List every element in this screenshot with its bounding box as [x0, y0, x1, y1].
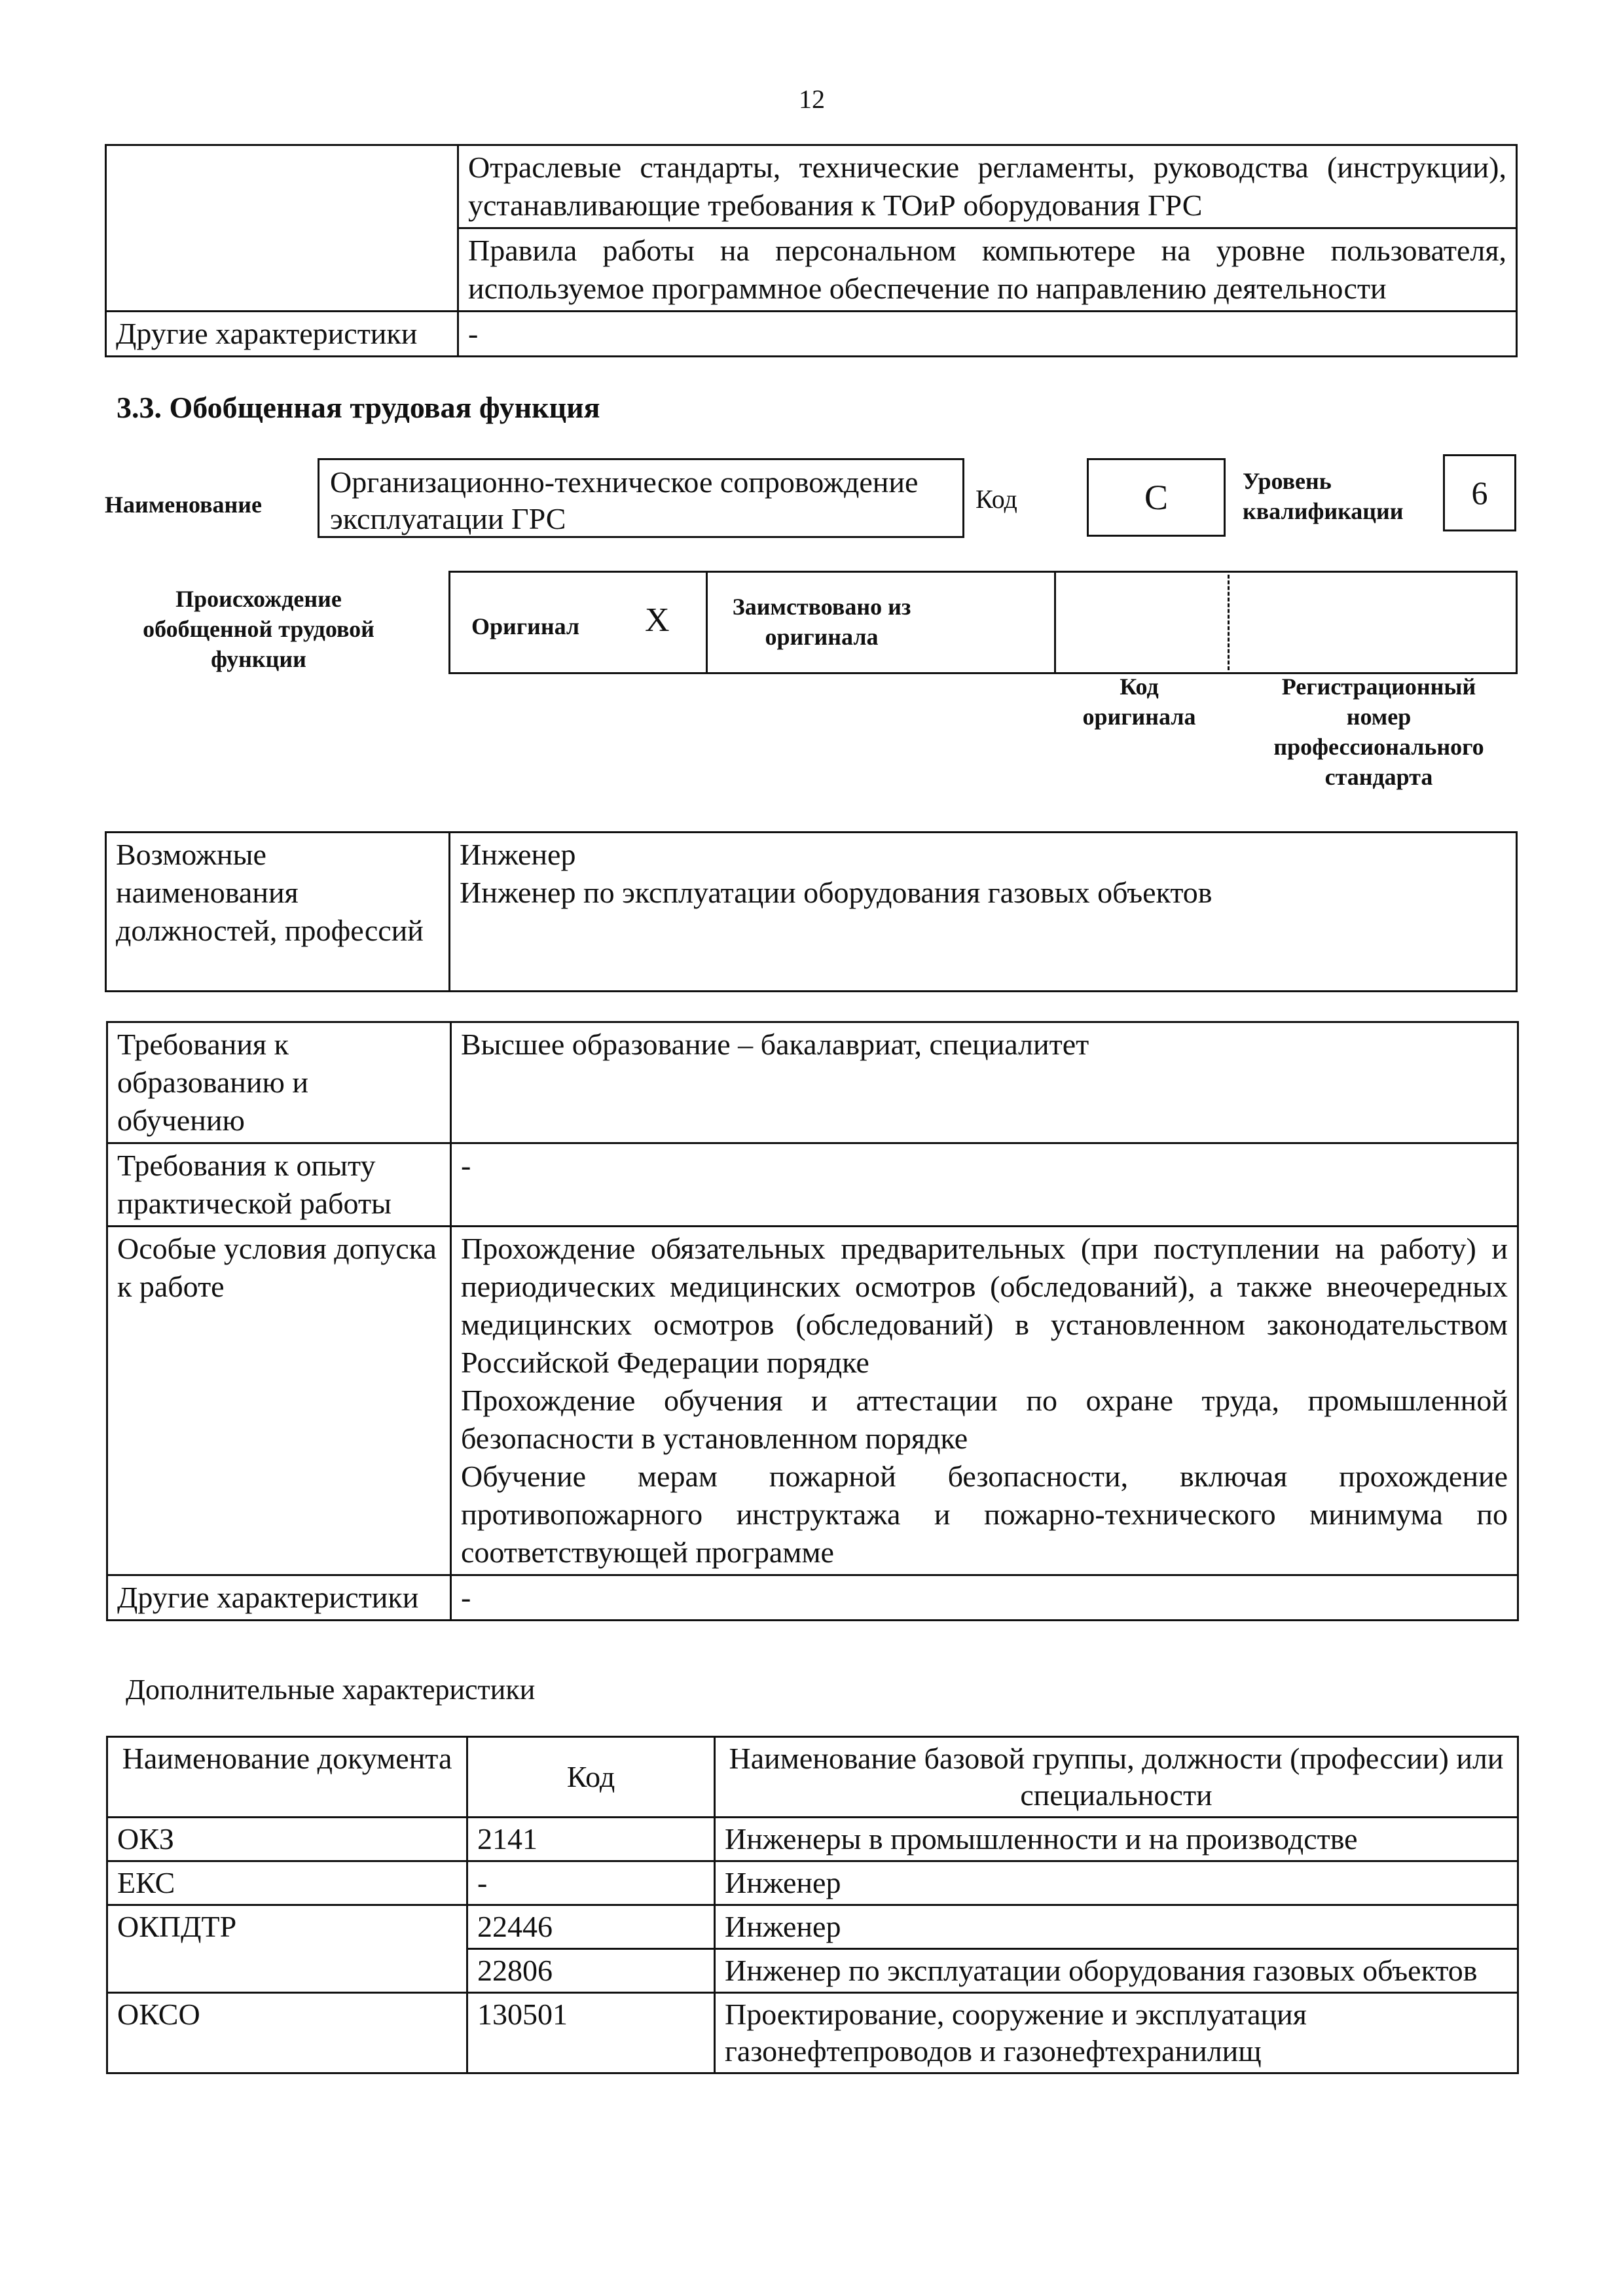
table-cell: Проектирование, сооружение и эксплуатация газонефтепроводов и газонефтехранилищ	[715, 1993, 1518, 2073]
table-cell: Инженер	[715, 1861, 1518, 1905]
requirement-label: Другие характеристики	[107, 1575, 451, 1621]
table-cell: ОКСО	[107, 1993, 467, 2073]
table-cell: 2141	[467, 1818, 715, 1861]
header-group: Наименование базовой группы, должности (профессии) или специальности	[715, 1737, 1518, 1818]
position-item: Инженер по эксплуатации оборудования газовых объектов	[460, 876, 1213, 909]
table-cell: Инженеры в промышленности и на производстве	[715, 1818, 1518, 1861]
origin-box	[448, 571, 1518, 674]
table-cell: Инженер	[715, 1905, 1518, 1949]
additional-table	[106, 1736, 1519, 2074]
page-number: 12	[799, 84, 825, 114]
original-label: Оригинал	[471, 613, 580, 639]
requirement-value	[451, 1227, 1518, 1575]
original-mark: X	[645, 601, 670, 639]
code-value: C	[1144, 478, 1169, 517]
name-label: Наименование	[105, 492, 262, 518]
borrowed-label: Заимствовано из оригинала	[732, 594, 911, 650]
requirement-line: Обучение мерам пожарной безопасности, включая прохождение противопожарного инструктажа и пожарно-технического минимума по соответствующей программе	[461, 1460, 1508, 1569]
origin-divider-3	[1228, 575, 1230, 670]
origin-divider-2	[1054, 571, 1056, 674]
origin-label: Происхождение обобщенной трудовой функции	[143, 586, 374, 672]
additional-title: Дополнительные характеристики	[126, 1674, 536, 1706]
section-title: 3.3. Обобщенная трудовая функция	[117, 391, 600, 424]
requirement-line: Прохождение обучения и аттестации по охране труда, промышленной безопасности в установленном порядке	[461, 1384, 1508, 1455]
positions-table	[105, 831, 1518, 992]
position-item: Инженер	[460, 838, 576, 871]
requirement-value: Высшее образование – бакалавриат, специалитет	[451, 1022, 1518, 1143]
table-cell: Инженер по эксплуатации оборудования газовых объектов	[715, 1949, 1518, 1993]
positions-label: Возможные наименования должностей, профессий	[106, 833, 450, 992]
table-cell: ЕКС	[107, 1861, 467, 1905]
table-cell: -	[467, 1861, 715, 1905]
requirement-value: -	[451, 1575, 1518, 1621]
requirements-table	[106, 1021, 1519, 1621]
origin-divider-1	[706, 571, 708, 674]
table-cell: 130501	[467, 1993, 715, 2073]
code-original-caption: Код оригинала	[1082, 673, 1196, 730]
registration-number-caption: Регистрационный номер профессионального стандарта	[1273, 673, 1484, 790]
function-name-value: Организационно-техническое сопровождение эксплуатации ГРС	[330, 465, 919, 535]
requirement-label: Требования к образованию и обучению	[107, 1022, 451, 1143]
header-code: Код	[467, 1737, 715, 1818]
code-box	[1087, 458, 1226, 537]
code-label: Код	[976, 484, 1017, 514]
table-cell: ОКЗ	[107, 1818, 467, 1861]
table-cell: 22806	[467, 1949, 715, 1993]
top-knowledge-table	[105, 144, 1518, 357]
requirement-label: Требования к опыту практической работы	[107, 1143, 451, 1227]
requirement-value: -	[451, 1143, 1518, 1227]
knowledge-row: Отраслевые стандарты, технические регламенты, руководства (инструкции), устанавливающие требования к ТОиР оборудования ГРС	[458, 145, 1517, 228]
requirement-line: Прохождение обязательных предварительных (при поступлении на работу) и периодических медицинских осмотров (обследований), а также внеочередных медицинских осмотров (обследований) в установленном законодательством Российской Федерации порядке	[461, 1232, 1508, 1379]
level-value: 6	[1471, 475, 1488, 511]
other-characteristics-value: -	[458, 312, 1517, 357]
table-cell: ОКПДТР	[107, 1905, 467, 1993]
table-cell: 22446	[467, 1905, 715, 1949]
level-box	[1443, 454, 1516, 531]
positions-values	[450, 833, 1517, 992]
header-document: Наименование документа	[107, 1737, 467, 1818]
empty-label-cell	[106, 145, 458, 312]
level-label: Уровень квалификации	[1243, 468, 1404, 524]
function-name-box	[318, 458, 964, 538]
requirement-label: Особые условия допуска к работе	[107, 1227, 451, 1575]
knowledge-row: Правила работы на персональном компьютере на уровне пользователя, используемое программное обеспечение по направлению деятельности	[458, 228, 1517, 312]
other-characteristics-label: Другие характеристики	[106, 312, 458, 357]
